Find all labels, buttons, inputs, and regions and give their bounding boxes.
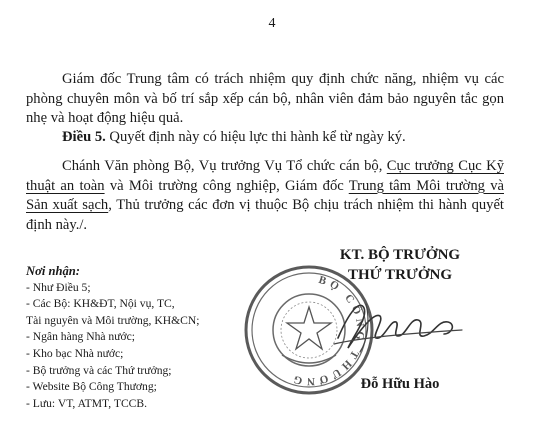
recipient-item: - Như Điều 5; <box>26 280 91 294</box>
recipient-item: - Các Bộ: KH&ĐT, Nội vụ, TC, <box>26 297 175 311</box>
recipient-item: - Kho bạc Nhà nước; <box>26 346 124 360</box>
signature-title <box>300 245 500 285</box>
recipient-item: - Bộ trưởng và các Thứ trưởng; <box>26 363 172 377</box>
recipient-item: - Lưu: VT, ATMT, TCCB. <box>26 396 148 410</box>
page-number: 4 <box>268 16 276 31</box>
article-5-label: Điều 5. <box>62 129 106 145</box>
signature-title-line2: THỨ TRƯỞNG <box>347 267 453 283</box>
recipient-item: Tài nguyên và Môi trường, KH&CN; <box>26 313 200 327</box>
recipient-item: - Ngân hàng Nhà nước; <box>26 330 135 344</box>
handwritten-signature <box>330 290 470 360</box>
signature-title-line1: KT. BỘ TRƯỞNG <box>339 247 461 263</box>
paragraph-implementation <box>26 157 504 235</box>
implementation-text-c: và Môi trường công nghiệp, Giám đốc <box>104 177 349 194</box>
implementation-underlined-1: Cục trưởng Cục Kỹ thuật an toàn <box>26 158 504 194</box>
recipients-title: Nơi nhận: <box>26 264 81 278</box>
implementation-text-e: , Thủ trưởng các đơn vị thuộc Bộ chịu trách nhiệm thi hành quyết định này./. <box>26 197 504 233</box>
article-5-text: Quyết định này có hiệu lực thi hành kể từ ngày ký. <box>105 129 406 145</box>
paragraph-responsibilities <box>26 70 504 129</box>
recipient-item: - Website Bộ Công Thương; <box>26 380 157 394</box>
implementation-text-a: Chánh Văn phòng Bộ, Vụ trưởng Vụ Tổ chức cán bộ, <box>62 158 387 174</box>
paragraph-responsibilities-text: Giám đốc Trung tâm có trách nhiệm quy định chức năng, nhiệm vụ các phòng chuyên môn và bố trí sắp xếp cán bộ, nhân viên đảm bảo nguyên tắc gọn nhẹ và hoạt động hiệu quả. <box>26 71 504 126</box>
recipients-list <box>26 263 266 412</box>
signer-name: Đỗ Hữu Hào <box>360 376 440 392</box>
seal-text: BỘ CÔNG THƯƠNG <box>288 273 367 388</box>
implementation-underlined-2: Trung tâm Môi trường và Sản xuất sạch <box>26 177 504 213</box>
paragraph-article-5 <box>26 128 504 148</box>
